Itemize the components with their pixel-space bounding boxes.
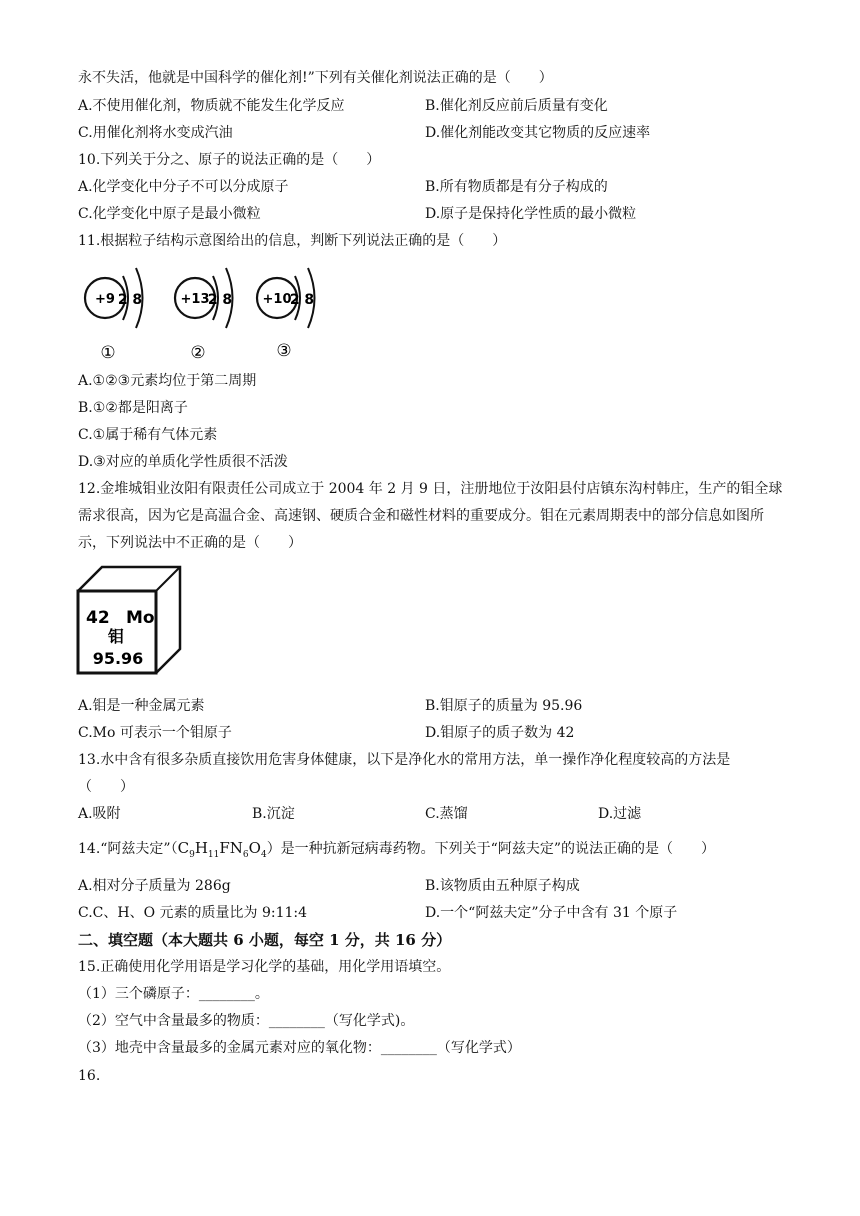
shell-electrons-1: 2 8 xyxy=(117,292,143,308)
q11-stem: 11.根据粒子结构示意图给出的信息，判断下列说法正确的是（ ） xyxy=(78,233,507,249)
q13-option-b: B.沉淀 xyxy=(252,806,295,822)
q11-option-c: C.①属于稀有气体元素 xyxy=(78,427,218,443)
q11-option-a: A.①②③元素均位于第二周期 xyxy=(78,373,257,389)
element-name: 钼 xyxy=(107,627,125,646)
q16-stem: 16. xyxy=(78,1068,101,1084)
section-heading: 二、填空题（本大题共 6 小题，每空 1 分，共 16 分） xyxy=(78,931,452,949)
atom-diagram-3 xyxy=(257,268,315,361)
nucleus-charge-1: +9 xyxy=(95,292,115,307)
q10-stem: 10.下列关于分之、原子的说法正确的是（ ） xyxy=(78,152,381,168)
q12-option-c: C.Mo 可表示一个钼原子 xyxy=(78,725,232,741)
q9-option-b: B.催化剂反应前后质量有变化 xyxy=(425,98,608,114)
q12-stem: 12.金堆城钼业汝阳有限责任公司成立于 2004 年 2 月 9 日，注册地位于汝阳县付店镇东沟村韩庄，生产的钼全球需求很高，因为它是高温合金、高速钢、硬质合金和磁性材料的重要成分。钼在元素周期表中的部分信息如图所示，下列说法中不正确的是（ ） xyxy=(78,481,783,551)
shell-electrons-2: 2 8 xyxy=(207,292,233,308)
element-symbol: Mo xyxy=(126,608,155,628)
q14-stem xyxy=(78,838,715,865)
q11-option-b: B.①②都是阳离子 xyxy=(78,400,188,416)
q15-item-1: （1）三个磷原子：________。 xyxy=(78,986,269,1002)
q14-stem-post: ）是一种抗新冠病毒药物。下列关于“阿兹夫定”的说法正确的是（ ） xyxy=(266,841,716,857)
q14-stem-pre: 14.“阿兹夫定”（ xyxy=(78,841,178,857)
q14-option-d: D.一个“阿兹夫定”分子中含有 31 个原子 xyxy=(425,905,678,921)
q10-option-d: D.原子是保持化学性质的最小微粒 xyxy=(425,206,637,222)
nucleus-charge-2: +13 xyxy=(180,292,210,307)
q12-option-b: B.钼原子的质量为 95.96 xyxy=(425,698,583,714)
q15-stem: 15.正确使用化学用语是学习化学的基础，用化学用语填空。 xyxy=(78,959,451,975)
q14-formula: $C_9H_{11}FN_6O_4$ xyxy=(177,839,267,860)
q14-option-a: A.相对分子质量为 286g xyxy=(78,878,231,894)
q14-option-c: C.C、H、O 元素的质量比为 9:11:4 xyxy=(78,905,308,921)
q13-stem: 13.水中含有很多杂质直接饮用危害身体健康，以下是净化水的常用方法，单一操作净化程度较高的方法是 xyxy=(78,752,731,768)
diagram-label-2: ② xyxy=(190,343,206,363)
diagram-label-1: ① xyxy=(100,343,116,363)
atomic-mass: 95.96 xyxy=(92,649,144,668)
q10-option-c: C.化学变化中原子是最小微粒 xyxy=(78,206,261,222)
q9-stem: 永不失活，他就是中国科学的催化剂!”下列有关催化剂说法正确的是（ ） xyxy=(78,70,553,86)
q13-option-a: A.吸附 xyxy=(78,806,121,822)
q15-item-3: （3）地壳中含量最多的金属元素对应的氧化物：________（写化学式） xyxy=(78,1040,521,1056)
q12-option-a: A.钼是一种金属元素 xyxy=(78,698,205,714)
atomic-number: 42 xyxy=(86,608,110,628)
q10-option-b: B.所有物质都是有分子构成的 xyxy=(425,179,608,195)
q13-paren: （ ） xyxy=(78,779,134,795)
shell-electrons-3: 2 8 xyxy=(289,292,315,308)
q12-option-d: D.钼原子的质子数为 42 xyxy=(425,725,575,741)
atom-diagram-1 xyxy=(85,268,143,363)
atom-structure-figure xyxy=(78,258,338,370)
q13-option-d: D.过滤 xyxy=(598,806,642,822)
diagram-label-3: ③ xyxy=(276,341,292,361)
q14-option-b: B.该物质由五种原子构成 xyxy=(425,878,580,894)
q9-option-c: C.用催化剂将水变成汽油 xyxy=(78,125,233,141)
element-cell-figure xyxy=(76,565,184,681)
nucleus-charge-3: +10 xyxy=(262,292,292,307)
q9-option-d: D.催化剂能改变其它物质的反应速率 xyxy=(425,125,651,141)
atom-diagram-2 xyxy=(175,268,233,363)
q11-option-d: D.③对应的单质化学性质很不活泼 xyxy=(78,454,288,470)
q10-option-a: A.化学变化中分子不可以分成原子 xyxy=(78,179,289,195)
q9-option-a: A.不使用催化剂，物质就不能发生化学反应 xyxy=(78,98,345,114)
q15-item-2: （2）空气中含量最多的物质：________（写化学式)。 xyxy=(78,1013,415,1029)
q13-option-c: C.蒸馏 xyxy=(425,806,468,822)
